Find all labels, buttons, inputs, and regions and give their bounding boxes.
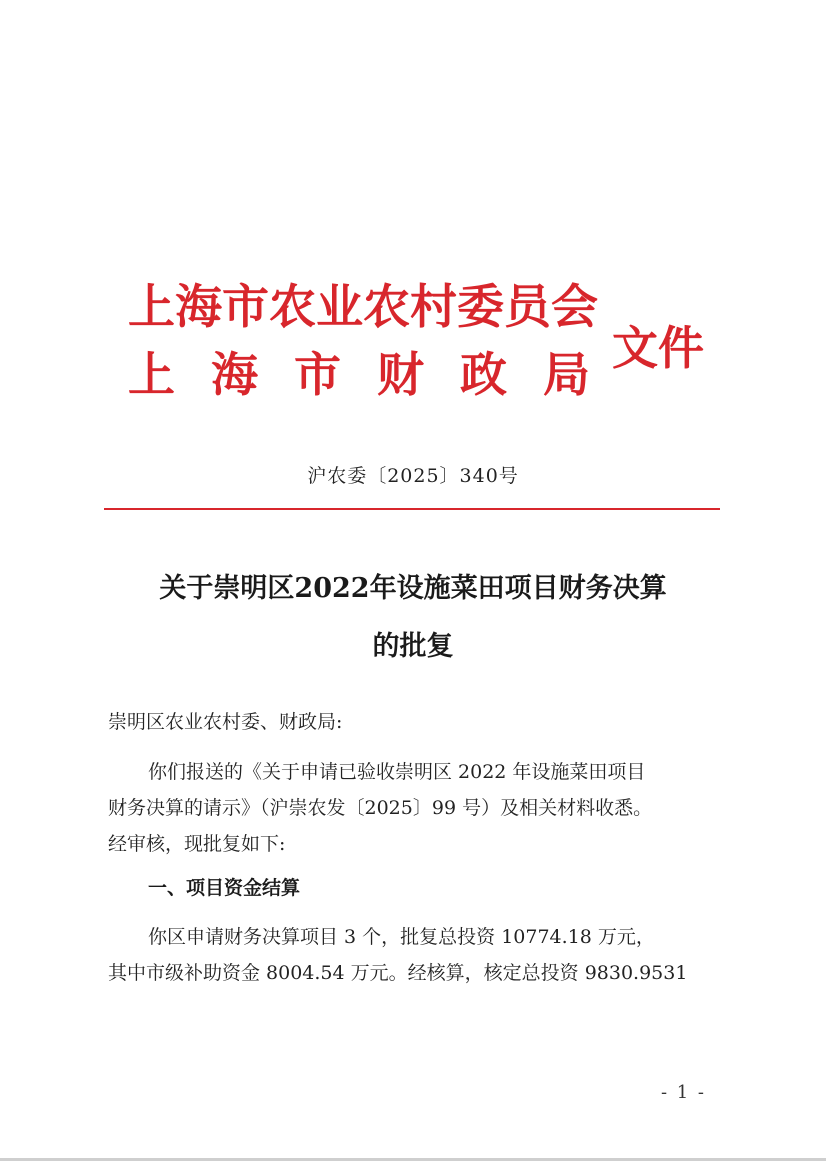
document-title-line-1: 关于崇明区2022年设施菜田项目财务决算: [159, 573, 667, 604]
document-title-line-2: 的批复: [372, 631, 454, 662]
document-type-label: 文件: [612, 321, 704, 375]
paragraph-line: 你区申请财务决算项目 3 个，批复总投资 10774.18 万元，: [148, 926, 655, 948]
addressee: 崇明区农业农村委、财政局:: [108, 711, 343, 733]
paragraph-line: 你们报送的《关于申请已验收崇明区 2022 年设施菜田项目: [148, 761, 646, 783]
paragraph-line: 其中市级补助资金 8004.54 万元。经核算，核定总投资 9830.9531: [108, 962, 688, 984]
scan-edge-line: [0, 1158, 826, 1161]
paragraph-investment-details: [108, 921, 720, 993]
paragraph-request-received: [108, 756, 720, 864]
section-heading-fund-settlement: 一、项目资金结算: [148, 877, 301, 899]
issuer-agriculture-committee: 上海市农业农村委员会: [128, 280, 598, 335]
paragraph-line: 财务决算的请示》（沪崇农发〔2025〕99 号）及相关材料收悉。: [108, 797, 653, 819]
red-separator-line: [104, 508, 720, 510]
issuer-finance-bureau: 上海市财政局: [128, 348, 626, 403]
paragraph-line: 经审核，现批复如下:: [108, 833, 286, 855]
document-number: 沪农委〔2025〕340号: [307, 465, 519, 487]
page-number: - 1 -: [660, 1082, 706, 1103]
